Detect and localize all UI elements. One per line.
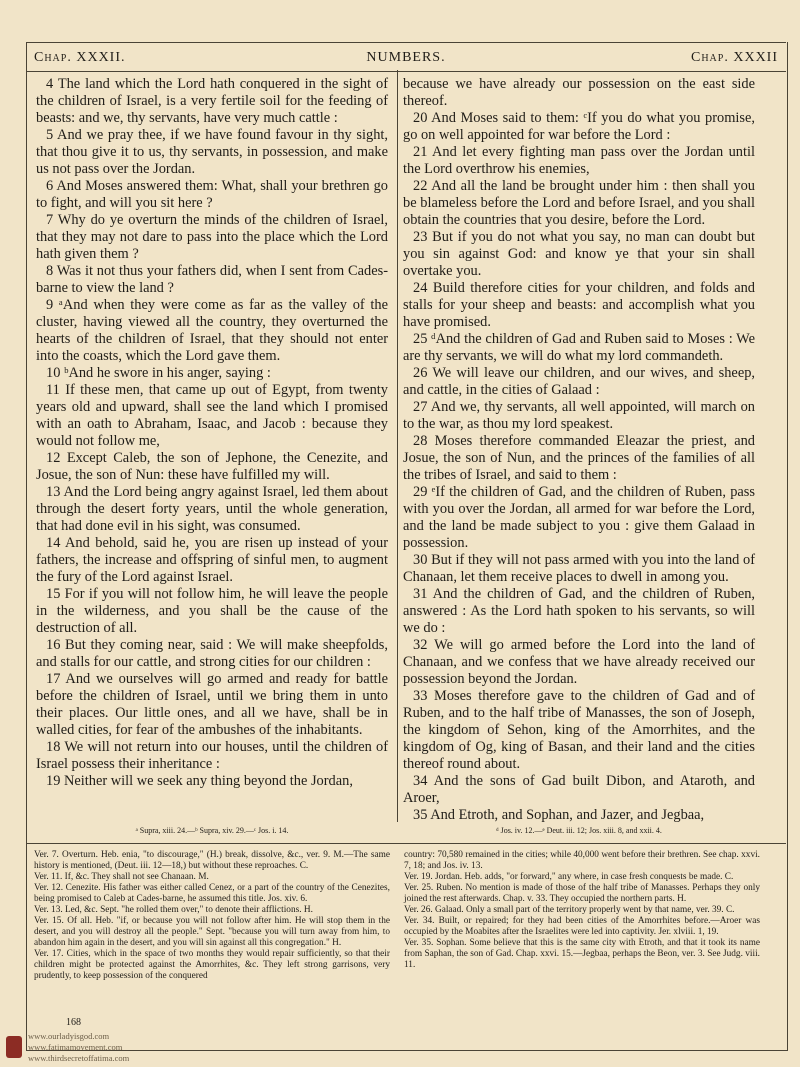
verse-5: 5 And we pray thee, if we have found favour in thy sight, that thou give it to us, thy servants, in possession, and make us not pass over the Jordan. <box>36 127 388 177</box>
verse-10: 10 ᵇAnd he swore in his anger, saying : <box>46 365 271 381</box>
watermark-url[interactable]: www.fatimamovement.com <box>28 1042 123 1052</box>
verse-8: 8 Was it not thus your fathers did, when I sent from Cades-barne to view the land ? <box>36 263 388 296</box>
commentary-left <box>34 850 390 982</box>
commentary-right <box>404 850 760 971</box>
column-divider <box>397 70 398 822</box>
watermark-url[interactable]: www.ourladyisgod.com <box>28 1031 110 1041</box>
right-column <box>403 76 755 824</box>
left-column <box>36 76 388 790</box>
verse-34: 34 And the sons of Gad built Dibon, and Ataroth, and Aroer, <box>403 773 755 806</box>
verse-23: 23 But if you do not what you say, no man can doubt but you sin against God: and know ye that your sin shall overtake you. <box>403 229 755 279</box>
verse-31: 31 And the children of Gad, and the children of Ruben, answered : As the Lord hath spoken to his servants, so will we do : <box>403 586 755 636</box>
watermark-url[interactable]: www.thirdsecretoffatima.com <box>28 1053 130 1063</box>
verse-26: 26 We will leave our children, and our wives, and sheep, and cattle, in the cities of Galaad : <box>403 365 755 398</box>
watermark-seal-icon <box>6 1036 22 1058</box>
verse-9: 9 ᵃAnd when they were come as far as the valley of the cluster, having viewed all the country, they overturned the hearts of the children of Israel, that they should not enter into the coasts, which the Lord gave them. <box>36 297 388 364</box>
note-ver-11: Ver. 11. If, &c. They shall not see Chanaan. M. <box>34 872 209 882</box>
page-header <box>26 42 786 72</box>
note-ver-26: Ver. 26. Galaad. Only a small part of the territory properly went by that name, ver. 39. C. <box>404 905 735 915</box>
verse-7: 7 Why do ye overturn the minds of the children of Israel, that they may not dare to pass into the place which the Lord hath given them ? <box>36 212 388 262</box>
notes-divider <box>26 843 786 844</box>
verse-4: 4 The land which the Lord hath conquered in the sight of the children of Israel, is a very fertile soil for the feeding of beasts: and we, thy servants, have very much cattle : <box>36 76 388 126</box>
verse-6: 6 And Moses answered them: What, shall your brethren go to fight, and will you sit here ? <box>36 178 388 211</box>
verse-32: 32 We will go armed before the Lord into the land of Chanaan, and we confess that we have already received our possession beyond the Jordan. <box>403 637 755 687</box>
cross-reference-right: ᵈ Jos. iv. 12.—ᵉ Deut. iii. 12; Jos. xiii. 8, and xxii. 4. <box>496 826 662 835</box>
verse-35: 35 And Etroth, and Sophan, and Jazer, and Jegbaa, <box>413 807 705 823</box>
verse-27: 27 And we, thy servants, all well appointed, will march on to the war, as thou my lord speakest. <box>403 399 755 432</box>
note-continued: country: 70,580 remained in the cities; while 40,000 went before their brethren. See chap. xxvi. 7, 18; and Jos. iv. 13. <box>404 850 760 871</box>
verse-13: 13 And the Lord being angry against Israel, led them about through the desert forty years, until the whole generation, that had done evil in his sight, was consumed. <box>36 484 388 534</box>
verse-14: 14 And behold, said he, you are risen up instead of your fathers, the increase and offspring of sinful men, to augment the fury of the Lord against Israel. <box>36 535 388 585</box>
note-ver-7: Ver. 7. Overturn. Heb. enia, "to discourage," (H.) break, dissolve, &c., ver. 9. M.—The same history is mentioned, (Deut. iii. 12—18,) but without these reproaches. C. <box>34 850 390 871</box>
verse-19: 19 Neither will we seek any thing beyond the Jordan, <box>46 773 353 789</box>
book-title: NUMBERS. <box>366 50 446 65</box>
verse-12: 12 Except Caleb, the son of Jephone, the Cenezite, and Josue, the son of Nun: these have fulfilled my will. <box>36 450 388 483</box>
watermark-urls <box>28 1031 129 1064</box>
verse-18: 18 We will not return into our houses, until the children of Israel possess their inheritance : <box>36 739 388 772</box>
note-ver-12: Ver. 12. Cenezite. His father was either called Cenez, or a part of the country of the Cenezites, being promised to Caleb at Cades-barne, he assumed this title. Jos. xiv. 6. <box>34 883 390 904</box>
note-ver-25: Ver. 25. Ruben. No mention is made of those of the half tribe of Manasses. Perhaps they only joined the rest afterwards. Chap. v. 33. They occupied the northern parts. H. <box>404 883 760 904</box>
page-number: 168 <box>66 1017 81 1028</box>
note-ver-19: Ver. 19. Jordan. Heb. adds, "or forward," any where, in case fresh conquests be made. C. <box>404 872 734 882</box>
note-ver-34: Ver. 34. Built, or repaired; for they had been cities of the Amorrhites before.—Aroer was occupied by the Moabites after the Israelites were led into captivity. Jer. xlviii. 1, 19. <box>404 916 760 937</box>
verse-22: 22 And all the land be brought under him : then shall you be blameless before the Lord and before Israel, and you shall obtain the countries that you desire, before the Lord. <box>403 178 755 228</box>
chapter-label-left: Chap. XXXII. <box>34 50 126 65</box>
verse-16: 16 But they coming near, said : We will make sheepfolds, and stalls for our cattle, and strong cities for our children : <box>36 637 388 670</box>
cross-reference-left: ᵃ Supra, xiii. 24.—ᵇ Supra, xiv. 29.—ᶜ Jos. i. 14. <box>135 826 289 835</box>
verse-21: 21 And let every fighting man pass over the Jordan until the Lord overthrow his enemies, <box>403 144 755 177</box>
verse-28: 28 Moses therefore commanded Eleazar the priest, and Josue, the son of Nun, and the princes of the families of all the tribes of Israel, and said to them : <box>403 433 755 483</box>
verse-25: 25 ᵈAnd the children of Gad and Ruben said to Moses : We are thy servants, we will do what my lord commandeth. <box>403 331 755 364</box>
verse-24: 24 Build therefore cities for your children, and folds and stalls for your sheep and beasts: and accomplish what you have promised. <box>403 280 755 330</box>
verse-19-continued: because we have already our possession on the east side thereof. <box>403 76 755 109</box>
note-ver-17: Ver. 17. Cities, which in the space of two months they would repair sufficiently, so that their children might be protected against the Amorrhites, &c. They left strong garrisons, very prudently, to keep possession of the conquered <box>34 949 390 981</box>
verse-29: 29 ᵉIf the children of Gad, and the children of Ruben, pass with you over the Jordan, all armed for war before the Lord, and the land be made subject to you : give them Galaad in possession. <box>403 484 755 551</box>
verse-15: 15 For if you will not follow him, he will leave the people in the wilderness, and you shall be the cause of the destruction of all. <box>36 586 388 636</box>
verse-30: 30 But if they will not pass armed with you into the land of Chanaan, let them receive places to dwell in among you. <box>403 552 755 585</box>
verse-20: 20 And Moses said to them: ᶜIf you do what you promise, go on well appointed for war before the Lord : <box>403 110 755 143</box>
verse-11: 11 If these men, that came up out of Egypt, from twenty years old and upward, shall see the land which I promised with an oath to Abraham, Isaac, and Jacob : because they would not follow me, <box>36 382 388 449</box>
chapter-label-right: Chap. XXXII <box>691 50 778 65</box>
note-ver-15: Ver. 15. Of all. Heb. "if, or because you will not follow after him. He will stop them in the desert, and you will destroy all the people." Sept. "because you will turn away from him, to abandon him again in the desert, and you will sin against all this congregation." H. <box>34 916 390 948</box>
note-ver-13: Ver. 13. Led, &c. Sept. "he rolled them over," to denote their afflictions. H. <box>34 905 313 915</box>
verse-17: 17 And we ourselves will go armed and ready for battle before the children of Israel, until we bring them in unto their places. Our little ones, and all we have, shall be in walled cities, for fear of the ambushes of the inhabitants. <box>36 671 388 738</box>
verse-33: 33 Moses therefore gave to the children of Gad and of Ruben, and to the half tribe of Manasses, the son of Joseph, the kingdom of Sehon, king of the Amorrhites, and the kingdom of Og, king of Basan, and their land and the cities thereof round about. <box>403 688 755 772</box>
note-ver-35: Ver. 35. Sophan. Some believe that this is the same city with Etroth, and that it took its name from Saphan, the son of Gad. Chap. xxvi. 15.—Jegbaa, perhaps the Beon, ver. 3. See Judg. viii. 11. <box>404 938 760 970</box>
